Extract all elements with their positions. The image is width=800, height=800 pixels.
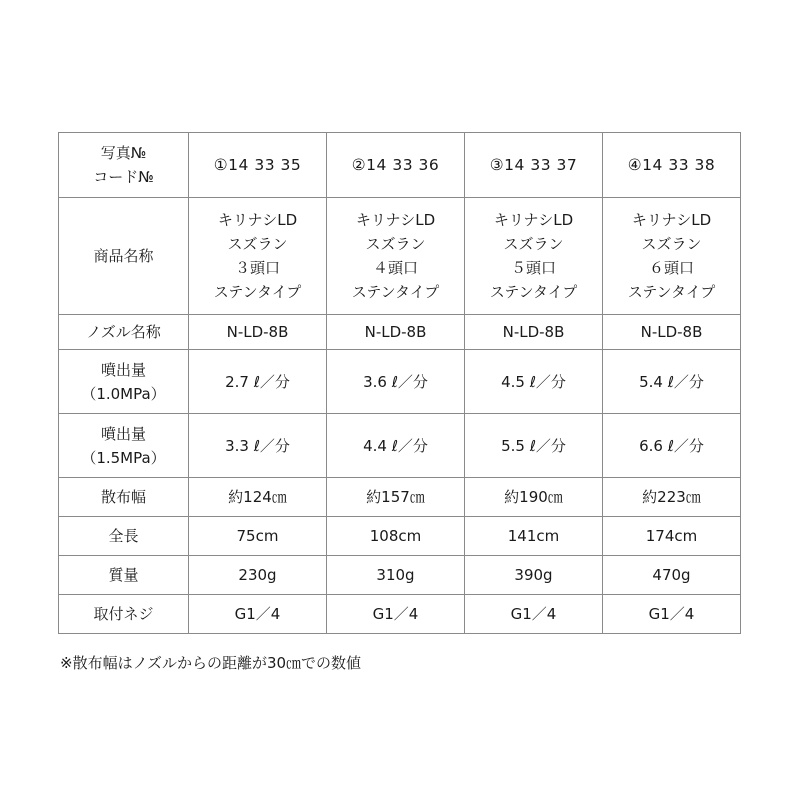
flow-1-5mpa-row <box>59 414 741 478</box>
flow-cell: 6.6 ℓ／分 <box>603 414 741 478</box>
flow-1-0mpa-row <box>59 350 741 414</box>
product-name-line: ステンタイプ <box>213 283 302 301</box>
length-row <box>59 517 741 556</box>
nozzle-name-row <box>59 315 741 350</box>
code-cell: ①14 33 35 <box>189 133 327 198</box>
product-name-cell <box>603 198 741 315</box>
flow-cell: 4.4 ℓ／分 <box>327 414 465 478</box>
thread-row <box>59 595 741 634</box>
nozzle-name-cell: N-LD-8B <box>603 315 741 350</box>
product-name-cell <box>465 198 603 315</box>
code-cell: ③14 33 37 <box>465 133 603 198</box>
flow-label-line: 噴出量 <box>100 424 146 443</box>
header-label-cell <box>59 133 189 198</box>
thread-label: 取付ネジ <box>59 595 189 634</box>
spec-table <box>58 132 741 634</box>
thread-cell: G1／4 <box>327 595 465 634</box>
product-name-line: ５頭口 <box>510 259 556 277</box>
length-cell: 141cm <box>465 517 603 556</box>
flow-label-line: 噴出量 <box>100 360 146 379</box>
weight-cell: 470g <box>603 556 741 595</box>
header-row <box>59 133 741 198</box>
weight-cell: 230g <box>189 556 327 595</box>
product-name-cell <box>189 198 327 315</box>
spray-width-cell: 約223㎝ <box>603 478 741 517</box>
product-name-line: キリナシLD <box>217 211 298 229</box>
weight-cell: 310g <box>327 556 465 595</box>
flow-1-0mpa-label <box>59 350 189 414</box>
flow-cell: 5.5 ℓ／分 <box>465 414 603 478</box>
spray-width-cell: 約157㎝ <box>327 478 465 517</box>
code-cell: ④14 33 38 <box>603 133 741 198</box>
product-name-row <box>59 198 741 315</box>
product-name-line: ４頭口 <box>372 259 418 277</box>
product-name-line: キリナシLD <box>493 211 574 229</box>
length-cell: 75cm <box>189 517 327 556</box>
code-cell: ②14 33 36 <box>327 133 465 198</box>
spray-width-cell: 約190㎝ <box>465 478 603 517</box>
nozzle-name-cell: N-LD-8B <box>327 315 465 350</box>
flow-cell: 4.5 ℓ／分 <box>465 350 603 414</box>
product-name-line: ６頭口 <box>648 259 694 277</box>
nozzle-name-label: ノズル名称 <box>59 315 189 350</box>
length-cell: 174cm <box>603 517 741 556</box>
thread-cell: G1／4 <box>465 595 603 634</box>
thread-cell: G1／4 <box>603 595 741 634</box>
product-name-line: スズラン <box>503 235 564 253</box>
product-name-line: キリナシLD <box>631 211 712 229</box>
weight-label: 質量 <box>59 556 189 595</box>
photo-no-label: 写真№ <box>100 144 147 162</box>
flow-1-5mpa-label <box>59 414 189 478</box>
weight-row <box>59 556 741 595</box>
spray-width-label: 散布幅 <box>59 478 189 517</box>
pressure-label-line: （1.5MPa） <box>81 448 166 467</box>
product-name-line: ステンタイプ <box>351 283 440 301</box>
length-cell: 108cm <box>327 517 465 556</box>
nozzle-name-cell: N-LD-8B <box>465 315 603 350</box>
footnote: ※散布幅はノズルからの距離が30㎝での数値 <box>60 654 362 672</box>
product-name-line: スズラン <box>365 235 426 253</box>
spray-width-cell: 約124㎝ <box>189 478 327 517</box>
product-name-line: スズラン <box>641 235 702 253</box>
length-label: 全長 <box>59 517 189 556</box>
product-name-line: ３頭口 <box>234 259 280 277</box>
product-name-line: ステンタイプ <box>627 283 716 301</box>
flow-cell: 2.7 ℓ／分 <box>189 350 327 414</box>
thread-cell: G1／4 <box>189 595 327 634</box>
product-name-label: 商品名称 <box>59 198 189 315</box>
code-no-label: コード№ <box>93 168 154 186</box>
flow-cell: 3.6 ℓ／分 <box>327 350 465 414</box>
product-name-line: スズラン <box>227 235 288 253</box>
flow-cell: 5.4 ℓ／分 <box>603 350 741 414</box>
product-name-line: キリナシLD <box>355 211 436 229</box>
nozzle-name-cell: N-LD-8B <box>189 315 327 350</box>
pressure-label-line: （1.0MPa） <box>81 384 166 403</box>
product-name-line: ステンタイプ <box>489 283 578 301</box>
spray-width-row <box>59 478 741 517</box>
flow-cell: 3.3 ℓ／分 <box>189 414 327 478</box>
product-name-cell <box>327 198 465 315</box>
weight-cell: 390g <box>465 556 603 595</box>
